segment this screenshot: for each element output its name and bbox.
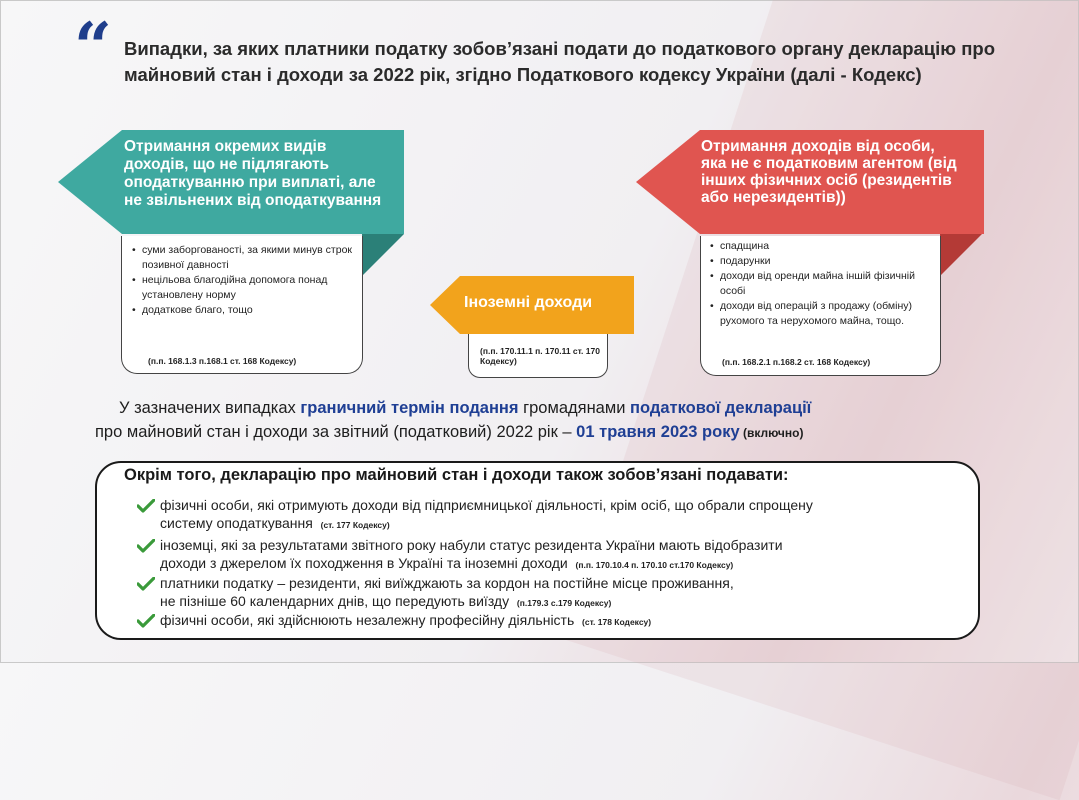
- check-icon: [137, 539, 155, 553]
- additional-item-reference: (ст. 178 Кодексу): [582, 617, 652, 627]
- list-item: • додаткове благо, тощо: [130, 303, 362, 318]
- additional-item: [160, 574, 950, 612]
- deadline-text: про майновий стан і доходи за звітний (податковий) 2022 рік –: [95, 423, 577, 441]
- additional-item-line: систему оподаткування: [160, 515, 313, 531]
- check-icon: [137, 614, 155, 628]
- additional-item-line: іноземці, які за результатами звітного року набули статус резидента України мають відобразити: [160, 537, 783, 553]
- deadline-line-2: [95, 420, 1015, 445]
- list-item: • нецільова благодійна допомога понад установлену норму: [130, 273, 362, 303]
- quote-mark-icon: “: [74, 8, 112, 86]
- right-block-reference: (п.п. 168.2.1 п.168.2 ст. 168 Кодексу): [722, 357, 871, 367]
- list-item: • доходи від операцій з продажу (обміну) рухомого та нерухомого майна, тощо.: [708, 299, 938, 329]
- deadline-text: громадянами: [518, 399, 631, 417]
- middle-block-heading: Іноземні доходи: [464, 294, 593, 311]
- deadline-text: У зазначених випадках: [119, 399, 301, 417]
- additional-item: [160, 611, 950, 631]
- left-block-heading: Отримання окремих видів доходів, що не підлягають оподаткуванню при виплаті, але не звільнених від оподаткування: [124, 138, 382, 209]
- additional-item-line: фізичні особи, які здійснюють незалежну професійну діяльність: [160, 612, 575, 628]
- additional-item-line: фізичні особи, які отримують доходи від підприємницької діяльності, крім осіб, що обрали спрощену: [160, 497, 813, 513]
- additional-item-reference: (ст. 177 Кодексу): [320, 520, 390, 530]
- deadline-line-1: [95, 396, 1015, 420]
- additional-item-line: платники податку – резиденти, які виїжджають за кордон на постійне місце проживання,: [160, 575, 734, 591]
- additional-item: [160, 536, 950, 574]
- left-block-list: [130, 243, 362, 318]
- deadline-paragraph: [95, 396, 1015, 445]
- deadline-highlight: податкової декларації: [630, 399, 812, 417]
- additional-title: Окрім того, декларацію про майновий стан і доходи також зобов’язані подавати:: [124, 466, 789, 484]
- additional-item-line: доходи з джерелом їх походження в Україні та іноземні доходи: [160, 555, 568, 571]
- deadline-date: 01 травня 2023 року: [576, 423, 740, 441]
- additional-item-line: не пізніше 60 календарних днів, що передують виїзду: [160, 593, 510, 609]
- check-icon: [137, 499, 155, 513]
- list-item: • суми заборгованості, за якими минув строк позивної давності: [130, 243, 362, 273]
- additional-item-reference: (п.179.3 с.179 Кодексу): [516, 598, 612, 608]
- list-item: • подарунки: [708, 254, 938, 269]
- additional-item: [160, 496, 950, 534]
- right-block-list: [708, 239, 938, 329]
- teal-fold-corner: [362, 234, 404, 276]
- right-block-heading: Отримання доходів від особи, яка не є податковим агентом (від інших фізичних осіб (резидентів або нерезидентів)): [701, 138, 957, 206]
- additional-item-reference: (п.п. 170.10.4 п. 170.10 ст.170 Кодексу): [575, 560, 734, 570]
- middle-block-reference: (п.п. 170.11.1 п. 170.11 ст. 170 Кодексу): [480, 346, 600, 366]
- page-title: Випадки, за яких платники податку зобов’язані подати до податкового органу декларацію про майновий стан і доходи за 2022 рік, згідно Податкового кодексу України (далі - Кодекс): [124, 38, 996, 85]
- red-fold-corner: [940, 234, 982, 276]
- deadline-note: (включно): [739, 426, 804, 440]
- list-item: • доходи від оренди майна іншій фізичній особі: [708, 269, 938, 299]
- list-item: • спадщина: [708, 239, 938, 254]
- deadline-highlight: граничний термін подання: [300, 399, 519, 417]
- check-icon: [137, 577, 155, 591]
- left-block-reference: (п.п. 168.1.3 п.168.1 ст. 168 Кодексу): [148, 356, 297, 366]
